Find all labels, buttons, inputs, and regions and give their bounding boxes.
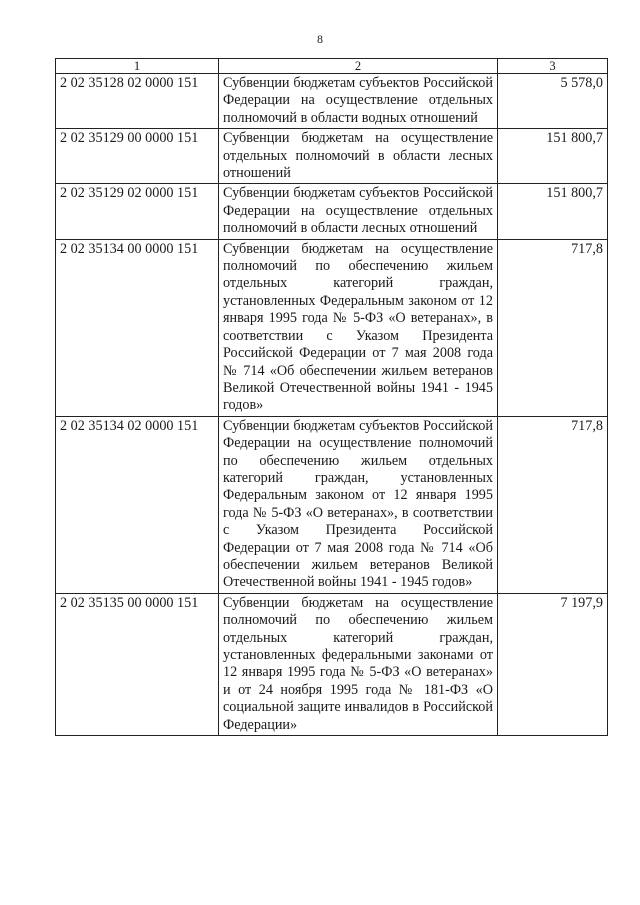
item-name-cell: Субвенции бюджетам субъектов Российской Федерации на осуществление полномочий по обеспечению жильем отдельных категорий граждан, установленных Федеральным законом от 12 января 1995 года № 5-ФЗ «О ветеранах», в соответствии с Указом Президента Российской Федерации от 7 мая 2008 года № 714 «Об обеспечении жильем ветеранов Великой Отечественной войны 1941 - 1945 годов» [219, 416, 498, 593]
budget-code-cell: 2 02 35129 02 0000 151 [56, 184, 219, 239]
item-name-cell: Субвенции бюджетам субъектов Российской Федерации на осуществление отдельных полномочий в области лесных отношений [219, 184, 498, 239]
item-name-cell: Субвенции бюджетам на осуществление полномочий по обеспечению жильем отдельных категорий граждан, установленных федеральными законами от 12 января 1995 года № 5-ФЗ «О ветеранах» и от 24 ноября 1995 года № 181-ФЗ «О социальной защите инвалидов в Российской Федерации» [219, 593, 498, 735]
budget-code-cell: 2 02 35134 02 0000 151 [56, 416, 219, 593]
table-row [56, 184, 608, 239]
amount-cell: 7 197,9 [498, 593, 608, 735]
table-row [56, 74, 608, 129]
budget-table [55, 58, 608, 736]
amount-cell: 5 578,0 [498, 74, 608, 129]
amount-cell: 717,8 [498, 239, 608, 416]
amount-cell: 717,8 [498, 416, 608, 593]
budget-code-cell: 2 02 35129 00 0000 151 [56, 129, 219, 184]
column-header-1: 1 [56, 59, 219, 74]
table-row [56, 129, 608, 184]
table-row [56, 239, 608, 416]
item-name-cell: Субвенции бюджетам на осуществление полномочий по обеспечению жильем отдельных категорий граждан, установленных Федеральным законом от 12 января 1995 года № 5-ФЗ «О ветеранах», в соответствии с Указом Президента Российской Федерации от 7 мая 2008 года № 714 «Об обеспечении жильем ветеранов Великой Отечественной войны 1941 - 1945 годов» [219, 239, 498, 416]
column-header-2: 2 [219, 59, 498, 74]
table-row [56, 416, 608, 593]
item-name-cell: Субвенции бюджетам на осуществление отдельных полномочий в области лесных отношений [219, 129, 498, 184]
page-number: 8 [317, 32, 323, 46]
column-header-3: 3 [498, 59, 608, 74]
budget-code-cell: 2 02 35135 00 0000 151 [56, 593, 219, 735]
budget-code-cell: 2 02 35128 02 0000 151 [56, 74, 219, 129]
budget-code-cell: 2 02 35134 00 0000 151 [56, 239, 219, 416]
table-row [56, 593, 608, 735]
header-row [56, 59, 608, 74]
amount-cell: 151 800,7 [498, 184, 608, 239]
item-name-cell: Субвенции бюджетам субъектов Российской Федерации на осуществление отдельных полномочий в области водных отношений [219, 74, 498, 129]
amount-cell: 151 800,7 [498, 129, 608, 184]
